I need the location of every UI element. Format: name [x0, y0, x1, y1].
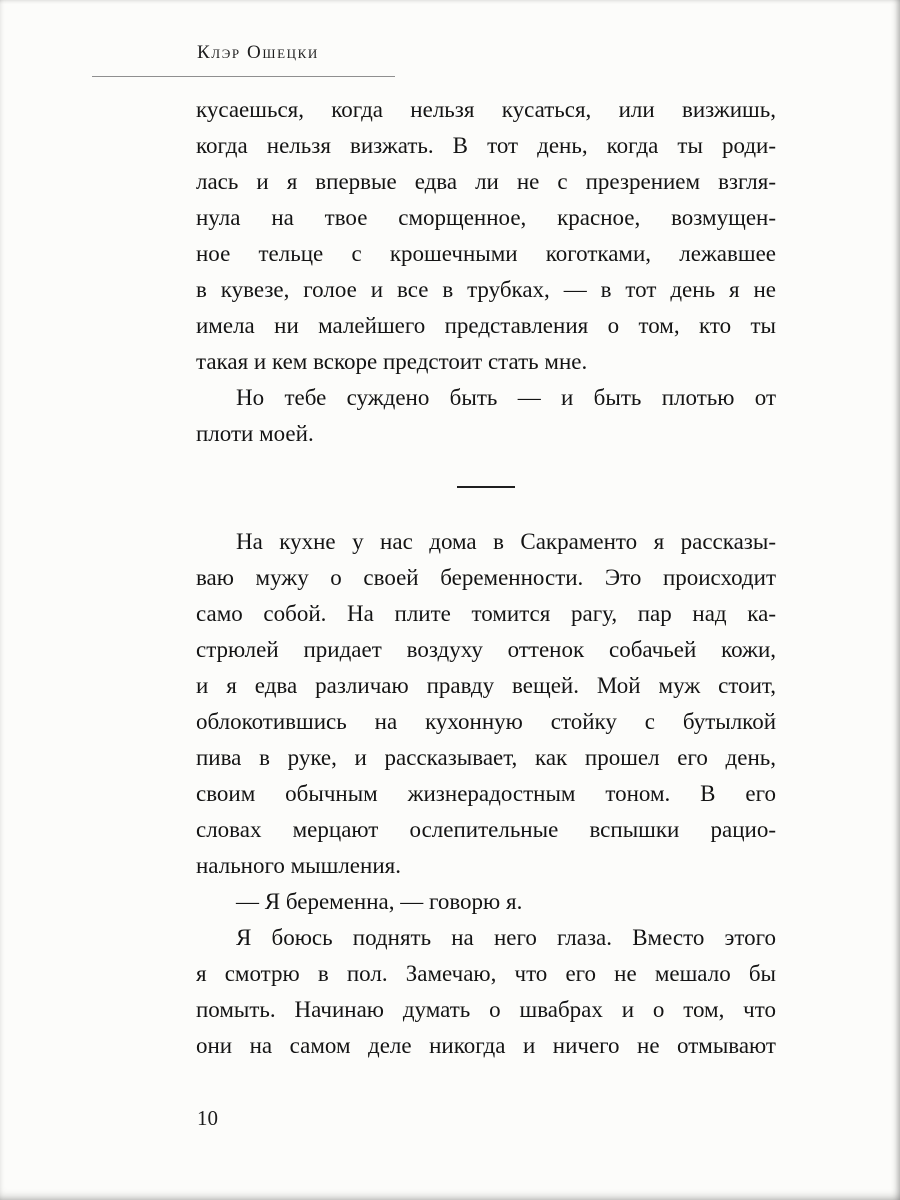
running-header-author: Клэр Ошецки	[197, 42, 319, 63]
text-line: нального мышления.	[196, 853, 401, 878]
paragraph	[196, 884, 776, 920]
text-line: имела ни малейшего представления о том, кто ты	[196, 313, 776, 338]
text-line: нула на твое сморщенное, красное, возмущен-	[196, 205, 776, 230]
text-line: в кувезе, голое и все в трубках, — в тот день я не	[196, 277, 776, 302]
text-line: своим обычным жизнерадостным тоном. В его	[196, 781, 776, 806]
text-line: помыть. Начинаю думать о швабрах и о том, что	[196, 997, 776, 1022]
text-line: лась и я впервые едва ли не с презрением взгля-	[196, 169, 776, 194]
text-line: когда нельзя визжать. В тот день, когда ты роди-	[196, 133, 776, 158]
text-line: такая и кем вскоре предстоит стать мне.	[196, 349, 588, 374]
text-line: плоти моей.	[196, 421, 314, 446]
text-line: словах мерцают ослепительные вспышки рацио-	[196, 817, 776, 842]
text-line: — Я беременна, — говорю я.	[236, 889, 523, 914]
paragraph	[196, 524, 776, 884]
text-line: облокотившись на кухонную стойку с бутылкой	[196, 709, 776, 734]
body-text	[196, 92, 776, 1064]
text-line: само собой. На плите томится рагу, пар над ка-	[196, 601, 776, 626]
text-line: На кухне у нас дома в Сакраменто я рассказы-	[236, 529, 776, 554]
header-rule	[92, 76, 395, 77]
text-line: Я боюсь поднять на него глаза. Вместо этого	[236, 925, 776, 950]
text-line: ваю мужу о своей беременности. Это происходит	[196, 565, 776, 590]
section-divider	[457, 486, 515, 488]
text-line: ное тельце с крошечными коготками, лежавшее	[196, 241, 776, 266]
text-line: Но тебе суждено быть — и быть плотью от	[236, 385, 776, 410]
text-line: стрюлей придает воздуху оттенок собачьей кожи,	[196, 637, 776, 662]
paragraph	[196, 380, 776, 452]
page-number: 10	[197, 1106, 218, 1130]
text-line: пива в руке, и рассказывает, как прошел его день,	[196, 745, 776, 770]
paragraph	[196, 920, 776, 1064]
text-line: они на самом деле никогда и ничего не отмывают	[196, 1033, 776, 1058]
paragraph	[196, 92, 776, 380]
text-line: я смотрю в пол. Замечаю, что его не мешало бы	[196, 961, 776, 986]
text-line: и я едва различаю правду вещей. Мой муж стоит,	[196, 673, 776, 698]
text-line: кусаешься, когда нельзя кусаться, или визжишь,	[196, 97, 776, 122]
